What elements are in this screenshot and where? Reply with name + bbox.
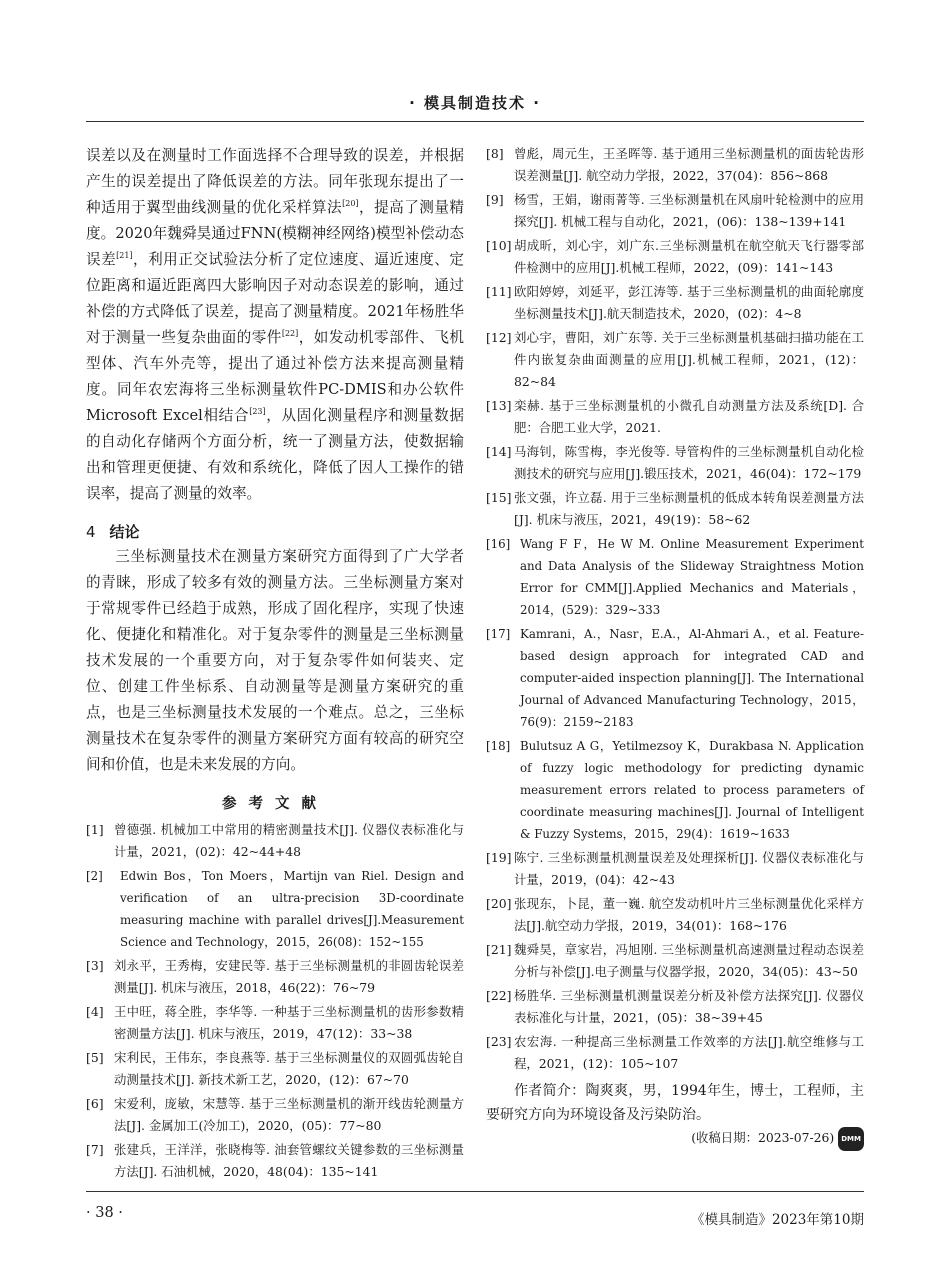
reference-text: 欧阳婷婷，刘延平，彭江涛等. 基于三坐标测量机的曲面轮廓度坐标测量技术[J].航天制造技术，2020，(02)：4~8 bbox=[514, 284, 864, 321]
reference-item bbox=[86, 955, 464, 999]
section-number: 4 bbox=[86, 523, 96, 541]
reference-number: [13] bbox=[486, 398, 512, 413]
page-number: · 38 · bbox=[86, 1205, 123, 1221]
reference-text: 胡成昕，刘心宇，刘广东.三坐标测量机在航空航天飞行器零部件检测中的应用[J].机械工程师，2022，(09)：141~143 bbox=[514, 238, 864, 275]
reference-text: 宋利民，王伟东，李良燕等. 基于三坐标测量仪的双圆弧齿轮自动测量技术[J]. 新技术新工艺，2020，(12)：67~70 bbox=[114, 1050, 464, 1087]
reference-number: [4] bbox=[86, 1004, 104, 1019]
reference-text: Wang F F，He W M. Online Measurement Experiment and Data Analysis of the Slideway Straightness Motion Error for CMM[J].Applied Mechanics and Materials，2014，(529)：329~333 bbox=[520, 537, 864, 617]
text-run: ，提高了测量精度。2020年魏舜昊通过FNN(模糊神经网络)模型补偿动态误差 bbox=[86, 199, 464, 268]
reference-text: 杨胜华. 三坐标测量机测量误差分析及补偿方法探究[J]. 仪器仪表标准化与计量，2021，(05)：38~39+45 bbox=[514, 988, 864, 1025]
reference-item bbox=[486, 533, 864, 621]
reference-text: 张建兵，王洋洋，张晓梅等. 油套管螺纹关键参数的三坐标测量方法[J]. 石油机械，2020，48(04)：135~141 bbox=[114, 1142, 464, 1179]
reference-number: [14] bbox=[486, 444, 512, 459]
reference-item bbox=[86, 1139, 464, 1183]
text-run: 误差以及在测量时工作面选择不合理导致的误差，并根据产生的误差提出了降低误差的方法。同年张现东提出了一种适用于翼型曲线测量的优化采样算法 bbox=[86, 147, 464, 216]
reference-item bbox=[486, 143, 864, 187]
reference-number: [7] bbox=[86, 1142, 104, 1157]
reference-item bbox=[486, 847, 864, 891]
citation-marker: [23] bbox=[249, 407, 266, 417]
reference-number: [20] bbox=[486, 896, 512, 911]
reference-text: 马海钊，陈雪梅，李光俊等. 导管构件的三坐标测量机自动化检测技术的研究与应用[J].锻压技术，2021，46(04)：172~179 bbox=[514, 444, 864, 481]
reference-item bbox=[486, 487, 864, 531]
reference-text: Kamrani，A.，Nasr，E.A.，Al-Ahmari A.，et al. Feature-based design approach for integrated CAD and computer-aided inspection planning[J]. The International Journal of Advanced Manufacturing Technology，2015，76(9)：2159~2183 bbox=[520, 627, 864, 729]
reference-item bbox=[486, 735, 864, 845]
reference-text: Edwin Bos，Ton Moers，Martijn van Riel. Design and verification of an ultra-precision 3D-coordinate measuring machine with parallel drives[J].Measurement Science and Technology，2015，26(08)：152~155 bbox=[120, 869, 464, 949]
reference-number: [2] bbox=[86, 869, 103, 883]
citation-marker: [22] bbox=[281, 329, 299, 339]
reference-item bbox=[486, 235, 864, 279]
reference-number: [9] bbox=[486, 192, 504, 207]
paragraph-1 bbox=[86, 143, 464, 507]
reference-number: [6] bbox=[86, 1096, 104, 1111]
reference-item bbox=[86, 1047, 464, 1091]
reference-text: 宋爱利，庞敏，宋慧等. 基于三坐标测量机的渐开线齿轮测量方法[J]. 金属加工(冷加工)，2020，(05)：77~80 bbox=[114, 1096, 464, 1133]
reference-text: 杨雪，王娟，谢雨菁等. 三坐标测量机在风扇叶轮检测中的应用探究[J]. 机械工程与自动化，2021，(06)：138~139+141 bbox=[514, 192, 864, 229]
reference-text: 曾彪，周元生，王圣晖等. 基于通用三坐标测量机的面齿轮齿形误差测量[J]. 航空动力学报，2022，37(04)：856~868 bbox=[514, 146, 864, 183]
references-list-right bbox=[486, 143, 864, 1075]
reference-item bbox=[486, 1031, 864, 1075]
left-column bbox=[86, 143, 464, 1185]
reference-text: 张文强，许立磊. 用于三坐标测量机的低成本转角误差测量方法[J]. 机床与液压，2021，49(19)：58~62 bbox=[514, 490, 864, 527]
reference-number: [10] bbox=[486, 238, 512, 253]
reference-number: [22] bbox=[486, 988, 512, 1003]
reference-number: [15] bbox=[486, 490, 512, 505]
reference-item bbox=[486, 893, 864, 937]
reference-number: [3] bbox=[86, 958, 104, 973]
journal-issue: 《模具制造》2023年第10期 bbox=[690, 1212, 864, 1228]
reference-number: [11] bbox=[486, 284, 512, 299]
reference-item bbox=[486, 939, 864, 983]
section-heading bbox=[86, 521, 464, 542]
reference-number: [17] bbox=[486, 627, 511, 641]
reference-text: 张现东，卜昆，董一巍. 航空发动机叶片三坐标测量优化采样方法[J].航空动力学报，2019，34(01)：168~176 bbox=[514, 896, 864, 933]
reference-number: [23] bbox=[486, 1034, 512, 1049]
references-heading: 参考文献 bbox=[222, 796, 328, 812]
dmm-logo-icon: DMM bbox=[838, 1127, 864, 1151]
received-date-line bbox=[486, 1127, 864, 1151]
body-text bbox=[86, 143, 464, 778]
reference-text: 曾德强. 机械加工中常用的精密测量技术[J]. 仪器仪表标准化与计量，2021，(02)：42~44+48 bbox=[114, 822, 464, 859]
footer-rule bbox=[86, 1191, 864, 1192]
running-header: · 模具制造技术 · bbox=[409, 94, 541, 112]
reference-item bbox=[486, 281, 864, 325]
text-run: ，如发动机零部件、飞机型体、汽车外壳等，提出了通过补偿方法来提高测量精度。同年农宏海将三坐标测量软件PC-DMIS和办公软件Microsoft Excel相结合 bbox=[86, 329, 464, 424]
reference-number: [12] bbox=[486, 330, 512, 345]
right-column bbox=[486, 143, 864, 1151]
reference-text: Bulutsuz A G，Yetilmezsoy K，Durakbasa N. Application of fuzzy logic methodology for predicting dynamic measurement errors related to process parameters of coordinate measuring machines[J]. Journal of Intelligent & Fuzzy Systems，2015，29(4)：1619~1633 bbox=[520, 739, 864, 841]
reference-number: [18] bbox=[486, 739, 511, 753]
text-run: ，利用正交试验法分析了定位速度、逼近速度、定位距离和逼近距离四大影响因子对动态误差的影响，通过补偿的方式降低了误差，提高了测量精度。2021年杨胜华对于测量一些复杂曲面的零件 bbox=[86, 251, 464, 346]
reference-item bbox=[486, 623, 864, 733]
reference-text: 魏舜昊，章家岩，冯旭刚. 三坐标测量机高速测量过程动态误差分析与补偿[J].电子测量与仪器学报，2020，34(05)：43~50 bbox=[514, 942, 864, 979]
reference-item bbox=[86, 819, 464, 863]
reference-text: 栾赫. 基于三坐标测量机的小微孔自动测量方法及系统[D]. 合肥：合肥工业大学，2021. bbox=[514, 398, 864, 435]
reference-item bbox=[486, 327, 864, 393]
reference-item bbox=[486, 395, 864, 439]
reference-item bbox=[486, 441, 864, 485]
conclusion-paragraph: 三坐标测量技术在测量方案研究方面得到了广大学者的青睐，形成了较多有效的测量方法。三坐标测量方案对于常规零件已经趋于成熟，形成了固化程序，实现了快速化、便捷化和精准化。对于复杂零件的测量是三坐标测量技术发展的一个重要方向，对于复杂零件如何装夹、定位、创建工件坐标系、自动测量等是测量方案研究的重点，也是三坐标测量技术发展的一个难点。总之，三坐标测量技术在复杂零件的测量方案研究方面有较高的研究空间和价值，也是未来发展的方向。 bbox=[86, 548, 464, 773]
author-bio: 作者简介：陶爽爽，男，1994年生，博士，工程师，主要研究方向为环境设备及污染防治。 bbox=[486, 1083, 864, 1123]
header-rule bbox=[86, 121, 864, 122]
reference-text: 农宏海. 一种提高三坐标测量工作效率的方法[J].航空维修与工程，2021，(12)：105~107 bbox=[514, 1034, 864, 1071]
reference-number: [19] bbox=[486, 850, 512, 865]
citation-marker: [20] bbox=[342, 199, 359, 209]
section-title: 结论 bbox=[109, 523, 140, 541]
reference-text: 刘永平，王秀梅，安建民等. 基于三坐标测量机的非圆齿轮误差测量[J]. 机床与液压，2018，46(22)：76~79 bbox=[114, 958, 464, 995]
citation-marker: [21] bbox=[116, 251, 133, 261]
reference-item bbox=[486, 985, 864, 1029]
reference-item bbox=[486, 189, 864, 233]
reference-item bbox=[86, 1093, 464, 1137]
reference-text: 刘心宇，曹阳，刘广东等. 关于三坐标测量机基础扫描功能在工件内嵌复杂曲面测量的应用[J].机械工程师，2021，(12)：82~84 bbox=[514, 330, 864, 389]
reference-number: [21] bbox=[486, 942, 512, 957]
received-date: (收稿日期：2023-07-26) bbox=[691, 1130, 835, 1145]
reference-number: [8] bbox=[486, 146, 504, 161]
text-run: ，从固化测量程序和测量数据的自动化存储两个方面分析，统一了测量方法，使数据输出和管理更便捷、有效和系统化，降低了因人工操作的错误率，提高了测量的效率。 bbox=[86, 407, 464, 502]
reference-number: [16] bbox=[486, 537, 511, 551]
reference-item bbox=[86, 1001, 464, 1045]
reference-text: 王中旺，蒋全胜，李华等. 一种基于三坐标测量机的齿形参数精密测量方法[J]. 机床与液压，2019，47(12)：33~38 bbox=[114, 1004, 464, 1041]
reference-number: [5] bbox=[86, 1050, 104, 1065]
reference-number: [1] bbox=[86, 822, 104, 837]
references-list-left bbox=[86, 819, 464, 1183]
reference-text: 陈宁. 三坐标测量机测量误差及处理探析[J]. 仪器仪表标准化与计量，2019，(04)：42~43 bbox=[514, 850, 864, 887]
reference-item bbox=[86, 865, 464, 953]
